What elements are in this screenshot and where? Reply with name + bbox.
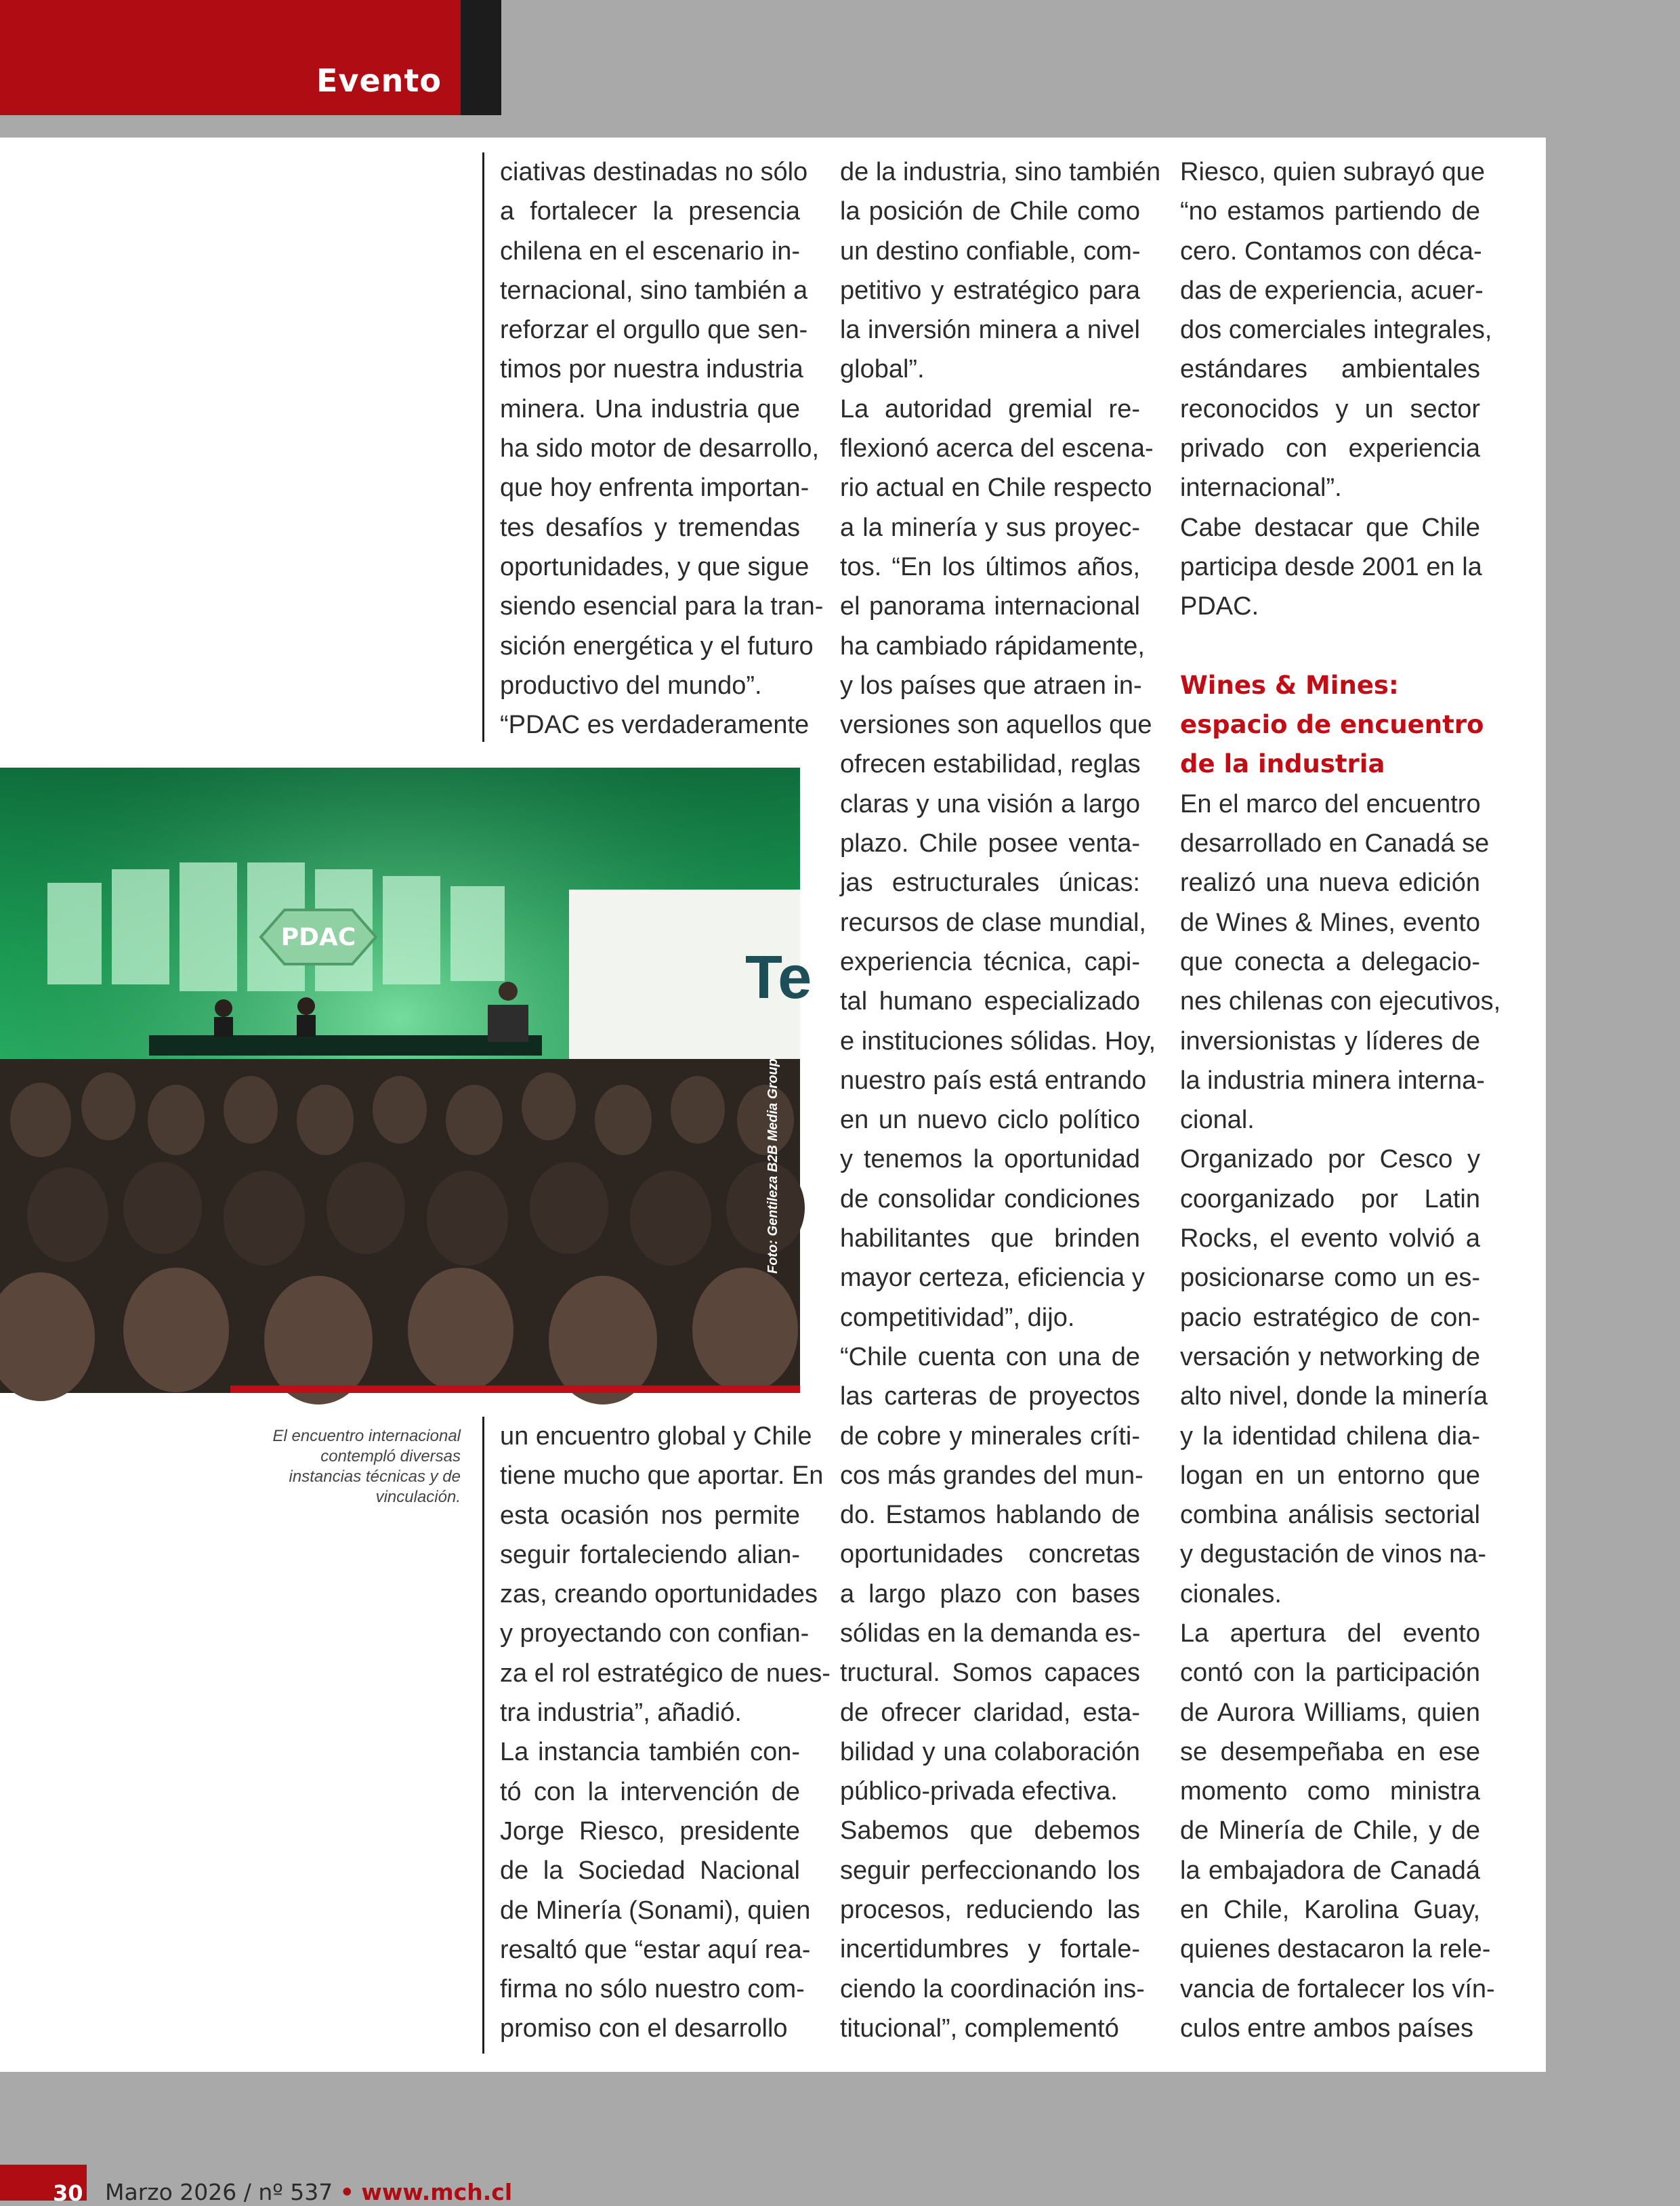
article-column-1-top: [500, 152, 824, 745]
text-line: Cabe destacar que Chile: [1180, 513, 1480, 542]
text-line: público-privada efectiva.: [840, 1777, 1118, 1806]
text-line: quienes destacaron la rele-: [1180, 1935, 1491, 1964]
audience: [0, 1059, 805, 1404]
text-line: tos. “En los últimos años,: [840, 552, 1140, 581]
text-line: firma no sólo nuestro com-: [500, 1975, 805, 2004]
text-line: desarrollado en Canadá se: [1180, 829, 1490, 858]
text-line: contó con la participación: [1180, 1659, 1480, 1688]
conference-scene: [0, 768, 812, 1393]
text-line: de Minería de Chile, y de: [1180, 1816, 1480, 1846]
text-line: que hoy enfrenta importan-: [500, 474, 810, 503]
text-line: ha cambiado rápidamente,: [840, 631, 1145, 661]
text-line: la industria minera interna-: [1180, 1066, 1485, 1095]
text-line: rio actual en Chile respecto: [840, 474, 1152, 503]
text-line: momento como ministra: [1180, 1777, 1480, 1806]
text-line: incertidumbres y fortale-: [840, 1935, 1140, 1964]
text-line: participa desde 2001 en la: [1180, 552, 1482, 581]
text-line: vancia de fortalecer los vín-: [1180, 1974, 1495, 2003]
stage: [149, 1035, 542, 1056]
footer-issue-line: [105, 2179, 512, 2205]
text-line: y degustación de vinos na-: [1180, 1540, 1487, 1569]
text-line: seguir perfeccionando los: [840, 1856, 1140, 1885]
text-line: sólidas en la demanda es-: [840, 1619, 1141, 1648]
text-line: a fortalecer la presencia: [500, 197, 800, 226]
text-line: cionales.: [1180, 1579, 1282, 1608]
text-line: titucional”, complementó: [840, 2014, 1119, 2043]
text-line: culos entre ambos países: [1180, 2014, 1474, 2043]
text-line: de cobre y minerales críti-: [840, 1421, 1140, 1451]
text-line: y la identidad chilena dia-: [1180, 1421, 1480, 1451]
text-line: inversionistas y líderes de: [1180, 1026, 1480, 1056]
column-3-intro: [1180, 152, 1492, 627]
text-line: das de experiencia, acuer-: [1180, 276, 1484, 305]
text-line: esta ocasión nos permite: [500, 1501, 800, 1530]
text-line: oportunidades, y que sigue: [500, 552, 810, 581]
text-line: ha sido motor de desarrollo,: [500, 434, 820, 463]
text-line: realizó una nueva edición: [1180, 869, 1480, 898]
text-line: coorganizado por Latin: [1180, 1184, 1480, 1213]
text-line: Organizado por Cesco y: [1180, 1145, 1480, 1174]
text-line: “Chile cuenta con una de: [840, 1342, 1140, 1371]
text-line: combina análisis sectorial: [1180, 1501, 1480, 1530]
text-line: de consolidar condiciones: [840, 1184, 1140, 1213]
text-line: tes desafíos y tremendas: [500, 513, 800, 542]
page-number: 30: [53, 2180, 83, 2206]
text-line: de Wines & Mines, evento: [1180, 908, 1480, 937]
text-line: cional.: [1180, 1106, 1255, 1135]
text-line: de la industria: [1180, 749, 1385, 779]
text-line: Jorge Riesco, presidente: [500, 1816, 800, 1846]
text-line: chilena en el escenario in-: [500, 236, 800, 266]
text-line: alto nivel, donde la minería: [1180, 1382, 1488, 1411]
text-line: en un nuevo ciclo político: [840, 1106, 1140, 1135]
text-line: zas, creando oportunidades: [500, 1580, 818, 1609]
text-line: ciendo la coordinación ins-: [840, 1974, 1145, 2003]
text-line: oportunidades concretas: [840, 1540, 1140, 1569]
text-line: la inversión minera a nivel: [840, 316, 1140, 345]
text-line: tal humano especializado: [840, 987, 1140, 1016]
text-line: Sabemos que debemos: [840, 1816, 1140, 1846]
text-line: un destino confiable, com-: [840, 236, 1141, 266]
text-line: petitivo y estratégico para: [840, 276, 1140, 305]
text-line: PDAC.: [1180, 592, 1259, 621]
text-line: dos comerciales integrales,: [1180, 316, 1492, 345]
article-column-1-bottom: [500, 1417, 831, 2049]
website-link[interactable]: www.mch.cl: [361, 2179, 513, 2205]
text-line: global”.: [840, 355, 925, 384]
text-line: que conecta a delegacio-: [1180, 947, 1480, 976]
podium: [488, 1005, 528, 1042]
text-line: claras y una visión a largo: [840, 789, 1140, 818]
text-line: “PDAC es verdaderamente: [500, 711, 810, 740]
text-line: se desempeñaba en ese: [1180, 1737, 1480, 1766]
text-line: plazo. Chile posee venta-: [840, 829, 1140, 858]
text-line: bilidad y una colaboración: [840, 1737, 1140, 1766]
photo-caption: El encuentro internacional contempló diversas instancias técnicas y de vinculación.: [272, 1427, 461, 1506]
column-3-body: [1180, 785, 1501, 2049]
text-line: siendo esencial para la tran-: [500, 592, 824, 621]
text-line: cero. Contamos con déca-: [1180, 236, 1482, 266]
text-line: el panorama internacional: [840, 592, 1140, 621]
text-line: resaltó que “estar aquí rea-: [500, 1935, 811, 1964]
text-line: de la Sociedad Nacional: [500, 1856, 800, 1886]
subheading: [1180, 666, 1484, 785]
article-column-2: [840, 152, 1161, 2048]
column-rule-top: [482, 152, 484, 742]
text-line: ofrecen estabilidad, reglas: [840, 750, 1141, 779]
text-line: Wines & Mines:: [1180, 670, 1399, 700]
text-line: privado con experiencia: [1180, 434, 1480, 463]
text-line: de la industria, sino también: [840, 158, 1161, 186]
text-line: minera. Una industria que: [500, 394, 800, 423]
text-line: do. Estamos hablando de: [840, 1501, 1140, 1530]
text-line: un encuentro global y Chile: [500, 1422, 812, 1451]
text-line: La instancia también con-: [500, 1738, 800, 1767]
text-line: ternacional, sino también a: [500, 276, 808, 305]
text-line: de Minería (Sonami), quien: [500, 1896, 811, 1925]
text-line: timos por nuestra industria: [500, 355, 803, 384]
text-line: a largo plazo con bases: [840, 1579, 1140, 1608]
text-line: competitividad”, dijo.: [840, 1303, 1075, 1332]
text-line: procesos, reduciendo las: [840, 1896, 1140, 1925]
footer-separator: •: [339, 2179, 354, 2205]
text-line: sición energética y el futuro: [500, 631, 814, 661]
text-line: promiso con el desarrollo: [500, 2014, 788, 2043]
text-line: e instituciones sólidas. Hoy,: [840, 1026, 1156, 1056]
article-column-3: [1180, 152, 1501, 2048]
text-line: espacio de encuentro: [1180, 710, 1484, 740]
text-line: mayor certeza, eficiencia y: [840, 1264, 1145, 1293]
text-line: habilitantes que brinden: [840, 1224, 1140, 1253]
text-line: y tenemos la oportunidad: [840, 1145, 1140, 1174]
event-photo: [0, 768, 812, 1393]
text-line: en Chile, Karolina Guay,: [1180, 1896, 1480, 1925]
section-label: Evento: [316, 62, 442, 99]
text-line: versiones son aquellos que: [840, 711, 1152, 740]
text-line: pacio estratégico de con-: [1180, 1303, 1480, 1332]
text-line: tra industria”, añadió.: [500, 1699, 742, 1728]
text-line: versación y networking de: [1180, 1342, 1480, 1371]
text-line: za el rol estratégico de nues-: [500, 1659, 831, 1688]
text-line: experiencia técnica, capi-: [840, 947, 1140, 976]
text-line: internacional”.: [1180, 474, 1342, 503]
text-line: cos más grandes del mun-: [840, 1461, 1143, 1490]
text-line: seguir fortaleciendo alian-: [500, 1540, 800, 1569]
text-line: recursos de clase mundial,: [840, 908, 1146, 937]
text-line: tó con la intervención de: [500, 1777, 800, 1806]
issue-date: Marzo 2026 / nº 537: [105, 2179, 333, 2205]
text-line: y los países que atraen in-: [840, 671, 1142, 700]
text-line: tiene mucho que aportar. En: [500, 1461, 824, 1491]
text-line: las carteras de proyectos: [840, 1382, 1140, 1411]
text-line: a la minería y sus proyec-: [840, 513, 1140, 542]
photo-accent-line: [230, 1386, 800, 1393]
screen-text: Te: [745, 944, 812, 1012]
text-line: ciativas destinadas no sólo: [500, 158, 808, 186]
text-line: La apertura del evento: [1180, 1619, 1480, 1648]
text-line: nuestro país está entrando: [840, 1066, 1147, 1095]
text-line: de Aurora Williams, quien: [1180, 1698, 1480, 1727]
text-line: la embajadora de Canadá: [1180, 1856, 1480, 1885]
text-line: Riesco, quien subrayó que: [1180, 158, 1485, 186]
text-line: de ofrecer claridad, esta-: [840, 1698, 1140, 1727]
photo-credit: Foto: Gentileza B2B Media Group: [765, 1058, 780, 1274]
text-line: “no estamos partiendo de: [1180, 197, 1480, 226]
text-line: La autoridad gremial re-: [840, 394, 1140, 423]
text-line: y proyectando con confian-: [500, 1619, 810, 1648]
text-line: reforzar el orgullo que sen-: [500, 316, 808, 345]
text-line: la posición de Chile como: [840, 197, 1140, 226]
section-tab-accent: [461, 0, 501, 115]
text-line: nes chilenas con ejecutivos,: [1180, 987, 1501, 1016]
text-line: reconocidos y un sector: [1180, 394, 1480, 423]
text-line: estándares ambientales: [1180, 355, 1480, 384]
text-line: productivo del mundo”.: [500, 671, 762, 700]
text-line: flexionó acerca del escena-: [840, 434, 1154, 463]
text-line: posicionarse como un es-: [1180, 1264, 1480, 1293]
pdac-logo-text: PDAC: [280, 923, 356, 951]
column-rule-bottom: [482, 1417, 484, 2054]
text-line: tructural. Somos capaces: [840, 1659, 1140, 1688]
text-line: En el marco del encuentro: [1180, 789, 1481, 818]
text-line: jas estructurales únicas:: [840, 869, 1140, 898]
text-line: logan en un entorno que: [1180, 1461, 1480, 1490]
text-line: Rocks, el evento volvió a: [1180, 1224, 1480, 1253]
